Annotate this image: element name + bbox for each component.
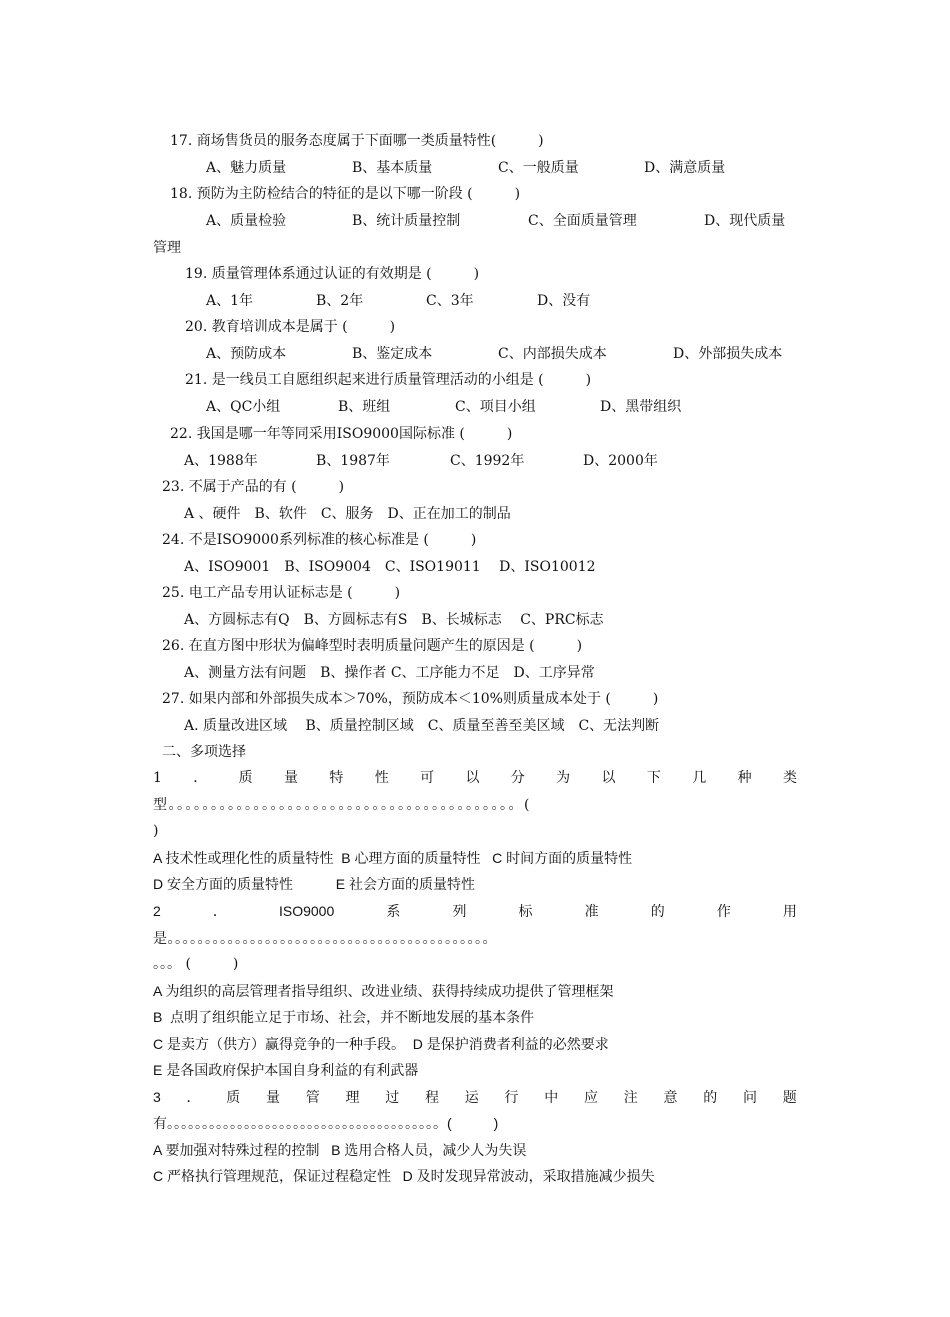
option-a: A、QC小组 — [206, 399, 281, 415]
question-20-stem: 20. 教育培训成本是属于 ( ) — [185, 319, 396, 335]
multi-question-1-options-line1: A 技术性或理化性的质量特性 B 心理方面的质量特性 C 时间方面的质量特性 — [153, 850, 633, 866]
stem-char: ISO9000 — [278, 903, 335, 919]
stem-char: 1 — [153, 770, 162, 786]
option-c: C、一般质量 — [498, 160, 579, 176]
multi-question-2-option-a: A 为组织的高层管理者指导组织、改进业绩、获得持续成功提供了管理框架 — [153, 983, 614, 999]
stem-char: 可 — [420, 770, 435, 786]
stem-char: 分 — [510, 770, 525, 786]
stem-char: ． — [212, 903, 227, 919]
question-17-stem: 17. 商场售货员的服务态度属于下面哪一类质量特性( ) — [170, 133, 544, 149]
stem-char: 下 — [646, 770, 661, 786]
stem-char: 质 — [226, 1089, 241, 1105]
option-a: A、预防成本 — [206, 346, 287, 362]
stem-char: 应 — [584, 1089, 599, 1105]
stem-char: 类 — [782, 770, 797, 786]
stem-char: 几 — [692, 770, 707, 786]
stem-char: 题 — [782, 1089, 797, 1105]
multi-question-3-option-cd: C 严格执行管理规范，保证过程稳定性 D 及时发现异常波动，采取措施减少损失 — [153, 1168, 655, 1184]
multi-question-2-option-e: E 是各国政府保护本国自身利益的有利武器 — [153, 1062, 419, 1078]
stem-char: 标 — [518, 903, 533, 919]
multi-question-3-dots: 有。。。。。。。。。。。。。。。。。。。。。。。。。。。。。。。。。。。。。。。( ) — [153, 1115, 499, 1131]
stem-char: 的 — [703, 1089, 718, 1105]
question-21-stem: 21. 是一线员工自愿组织起来进行质量管理活动的小组是 ( ) — [185, 372, 592, 388]
question-18-continuation: 管理 — [153, 240, 181, 256]
stem-char: 用 — [782, 903, 797, 919]
option-c: C、1992年 — [450, 453, 525, 469]
option-d: D、没有 — [537, 293, 591, 309]
question-23-options: A 、硬件 B、软件 C、服务 D、正在加工的制品 — [184, 506, 511, 522]
section-title: 二、多项选择 — [162, 744, 246, 760]
stem-char: 量 — [266, 1089, 281, 1105]
stem-char: 运 — [464, 1089, 479, 1105]
multi-question-2-dots-cont: 。。。 ( ) — [153, 956, 239, 972]
option-d: D、外部损失成本 — [673, 346, 783, 362]
stem-char: 作 — [716, 903, 731, 919]
option-d: D、2000年 — [583, 453, 658, 469]
option-a: A、1988年 — [184, 453, 258, 469]
stem-char: 程 — [425, 1089, 440, 1105]
question-26-options: A、测量方法有问题 B、操作者 C、工序能力不足 D、工序异常 — [184, 665, 595, 681]
multi-question-2-option-cd: C 是卖方（供方）赢得竞争的一种手段。 D 是保护消费者利益的必然要求 — [153, 1036, 609, 1052]
question-27-stem: 27. 如果内部和外部损失成本＞70%，预防成本＜10%则质量成本处于 ( ) — [162, 691, 659, 707]
stem-char: 性 — [374, 770, 389, 786]
multi-question-1-options-line2: D 安全方面的质量特性 E 社会方面的质量特性 — [153, 876, 476, 892]
option-c: C、3年 — [426, 293, 474, 309]
question-26-stem: 26. 在直方图中形状为偏峰型时表明质量问题产生的原因是 ( ) — [162, 638, 583, 654]
option-b: B、基本质量 — [352, 160, 433, 176]
question-22-stem: 22. 我国是哪一年等同采用ISO9000国际标准 ( ) — [170, 426, 513, 442]
question-19-stem: 19. 质量管理体系通过认证的有效期是 ( ) — [185, 266, 480, 282]
question-24-options: A、ISO9001 B、ISO9004 C、ISO19011 D、ISO10012 — [184, 559, 596, 575]
stem-char: 准 — [584, 903, 599, 919]
stem-char: 为 — [556, 770, 571, 786]
stem-char: 的 — [650, 903, 665, 919]
stem-char: 意 — [663, 1089, 678, 1105]
multi-question-1-stem — [153, 768, 797, 788]
stem-char: 列 — [452, 903, 467, 919]
multi-question-1-close: ) — [153, 823, 159, 839]
option-c: C、项目小组 — [455, 399, 536, 415]
multi-question-2-stem — [153, 901, 797, 921]
stem-char: 注 — [623, 1089, 638, 1105]
stem-char: 行 — [504, 1089, 519, 1105]
stem-char: 以 — [601, 770, 616, 786]
option-c: C、全面质量管理 — [528, 213, 637, 229]
option-a: A、质量检验 — [206, 213, 287, 229]
option-c: C、内部损失成本 — [498, 346, 607, 362]
stem-char: 问 — [743, 1089, 758, 1105]
option-d: D、现代质量 — [704, 213, 786, 229]
stem-char: 特 — [329, 770, 344, 786]
option-d: D、满意质量 — [644, 160, 726, 176]
multi-question-3-stem — [153, 1087, 797, 1107]
multi-question-1-dots: 型。。。。。。。。。。。。。。。。。。。。。。。。。。。。。。。。。。。。。。。。。( — [153, 797, 531, 813]
stem-char: 理 — [345, 1089, 360, 1105]
stem-char: 过 — [385, 1089, 400, 1105]
question-24-stem: 24. 不是ISO9000系列标准的核心标准是 ( ) — [162, 532, 477, 548]
stem-char: 2 — [153, 903, 161, 919]
option-b: B、鉴定成本 — [352, 346, 433, 362]
stem-char: 系 — [386, 903, 401, 919]
option-b: B、统计质量控制 — [352, 213, 461, 229]
stem-char: 以 — [465, 770, 480, 786]
option-d: D、黑带组织 — [600, 399, 682, 415]
option-b: B、2年 — [316, 293, 364, 309]
stem-char: 量 — [284, 770, 298, 786]
multi-question-2-option-b: B 点明了组织能立足于市场、社会，并不断地发展的基本条件 — [153, 1009, 535, 1025]
stem-char: 质 — [238, 770, 253, 786]
multi-question-3-option-ab: A 要加强对特殊过程的控制 B 选用合格人员，减少人为失误 — [153, 1142, 527, 1158]
stem-char: ． — [193, 770, 208, 786]
option-b: B、班组 — [338, 399, 391, 415]
stem-char: 种 — [737, 770, 752, 786]
question-23-stem: 23. 不属于产品的有 ( ) — [162, 479, 345, 495]
question-25-stem: 25. 电工产品专用认证标志是 ( ) — [162, 585, 401, 601]
option-a: A、魅力质量 — [206, 160, 287, 176]
stem-char: 中 — [544, 1089, 559, 1105]
option-a: A、1年 — [206, 293, 254, 309]
stem-char: 管 — [305, 1089, 320, 1105]
question-18-stem: 18. 预防为主防检结合的特征的是以下哪一阶段 ( ) — [170, 186, 521, 202]
multi-question-2-dots: 是。。。。。。。。。。。。。。。。。。。。。。。。。。。。。。。。。。。。。。。。。。。 — [153, 930, 497, 946]
question-27-options: A. 质量改进区域 B、质量控制区域 C、质量至善至美区域 C、无法判断 — [184, 718, 660, 734]
question-25-options: A、方圆标志有Q B、方圆标志有S B、长城标志 C、PRC标志 — [184, 612, 604, 628]
option-b: B、1987年 — [316, 453, 390, 469]
stem-char: ． — [186, 1089, 201, 1105]
stem-char: 3 — [153, 1089, 161, 1105]
